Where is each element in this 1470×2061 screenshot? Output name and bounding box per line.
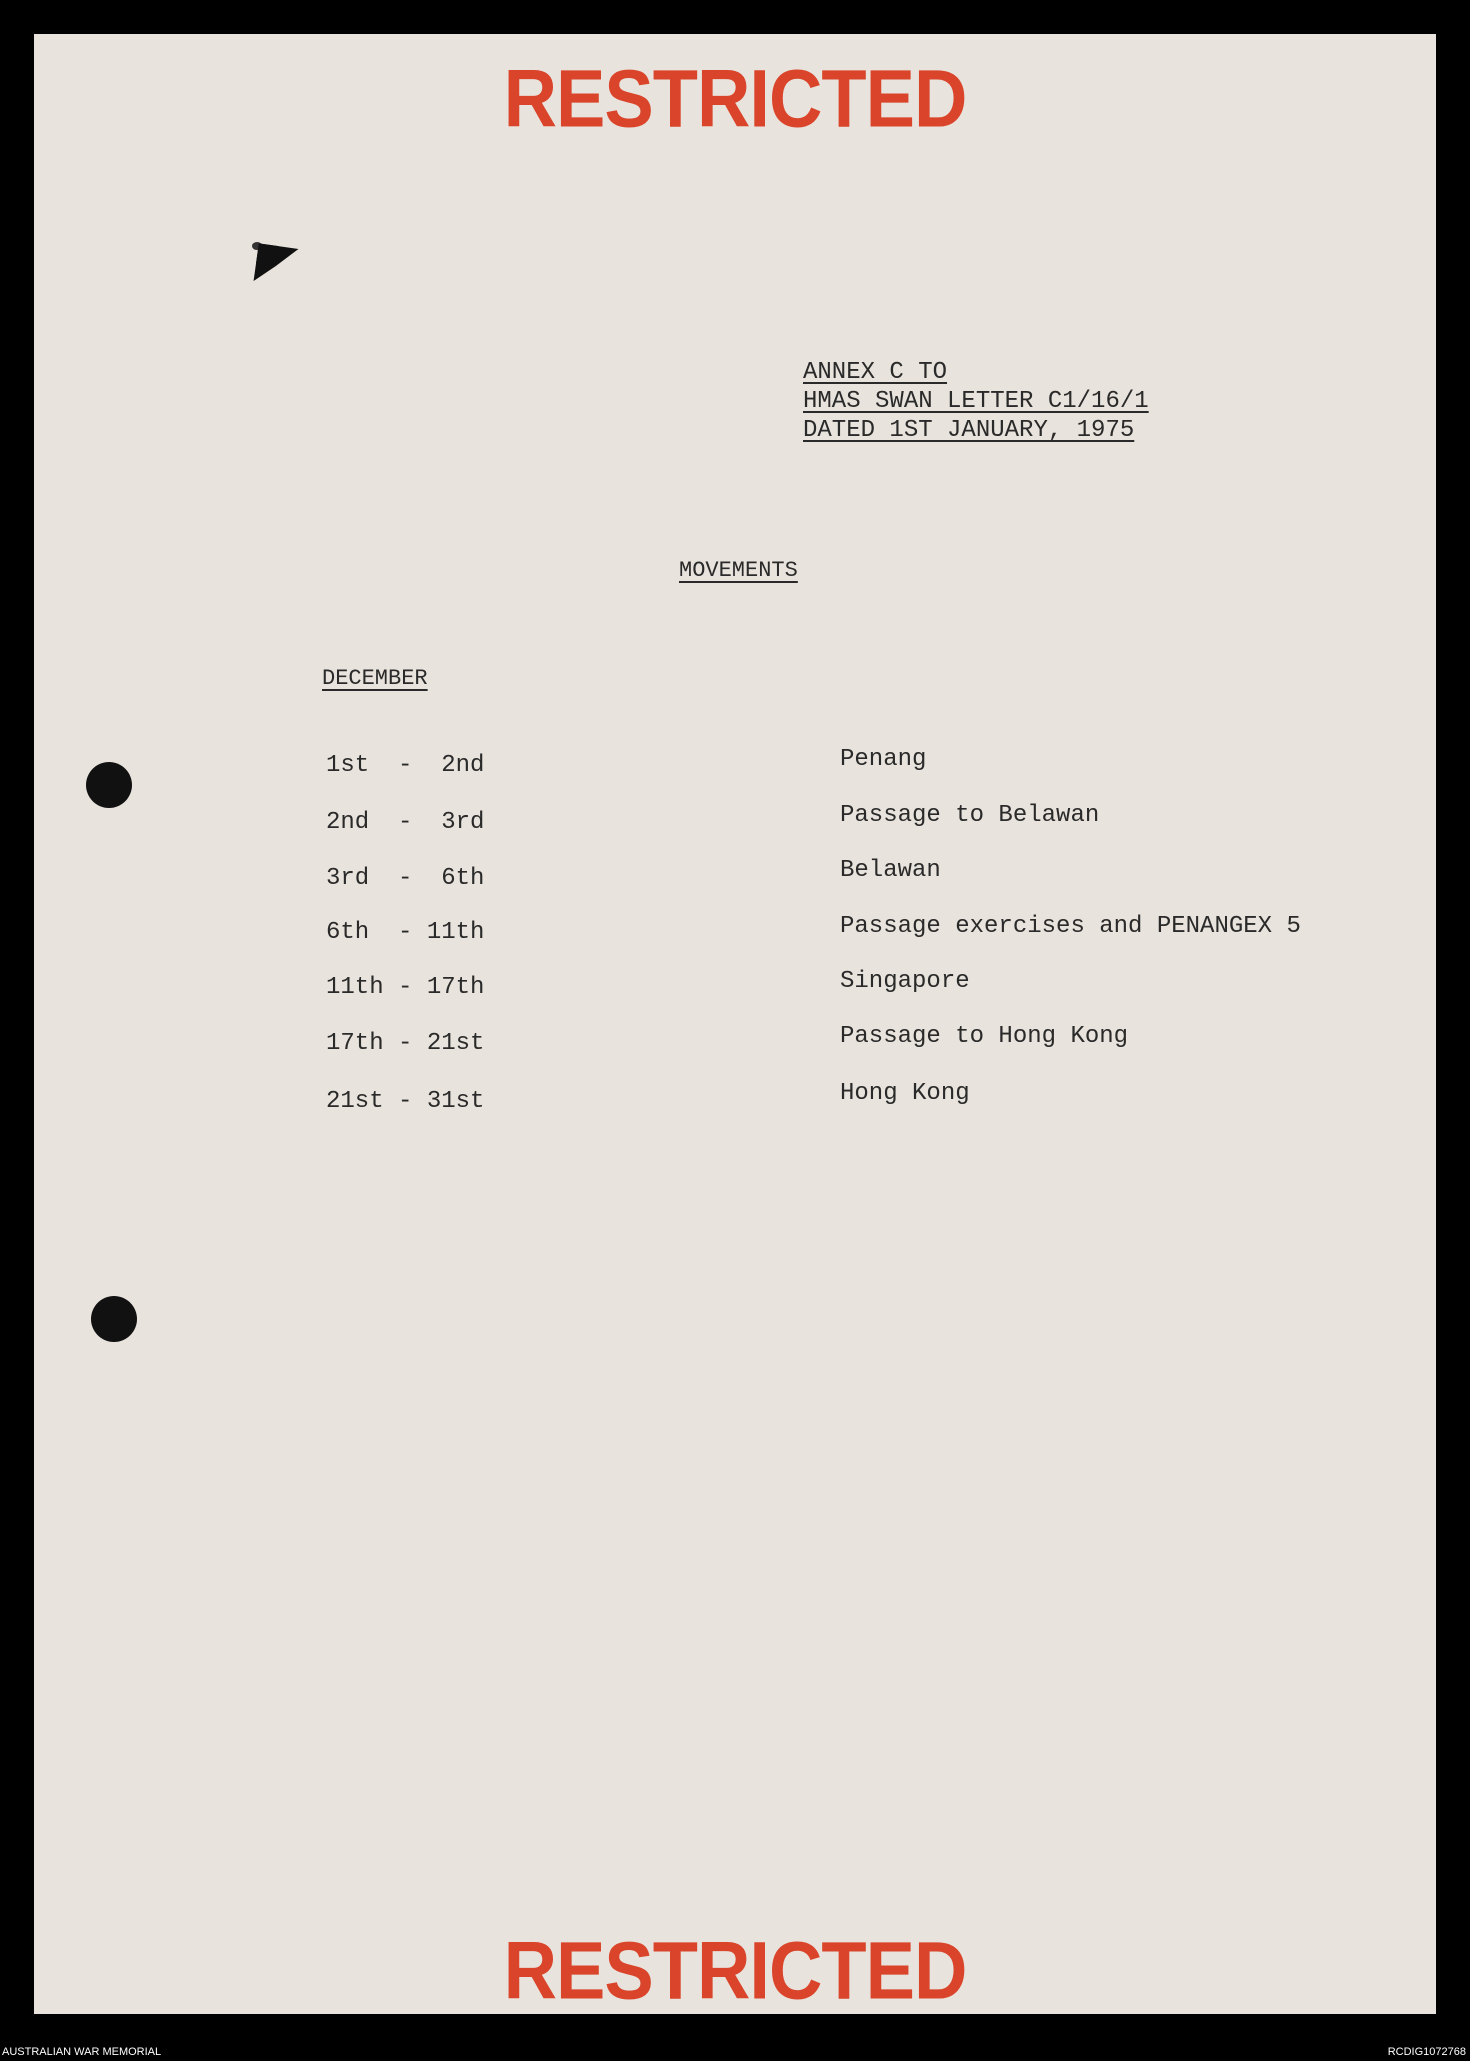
movement-dates: 11th - 17th [326,974,485,1001]
month-heading: DECEMBER [322,666,428,691]
movement-location: Passage to Belawan [840,802,1100,829]
movement-location: Singapore [840,968,970,995]
movement-dates: 6th - 11th [326,919,485,946]
movement-location: Passage exercises and PENANGEX 5 [840,913,1301,940]
document-title: MOVEMENTS [679,558,798,583]
movement-location: Passage to Hong Kong [840,1023,1129,1050]
torn-hole [254,243,299,286]
archive-id: RCDIG1072768 [1387,2046,1466,2058]
movement-dates: 3rd - 6th [326,865,485,892]
movement-dates: 1st - 2nd [326,752,485,779]
movement-dates: 21st - 31st [326,1088,485,1115]
restricted-stamp-bottom: RESTRICTED [503,1924,967,2017]
annex-line-1: ANNEX C TO [803,359,948,386]
binder-hole-lower [91,1296,137,1342]
archive-credit: AUSTRALIAN WAR MEMORIAL [2,2046,162,2058]
annex-line-3: DATED 1ST JANUARY, 1975 [803,417,1135,444]
movement-location: Belawan [840,857,941,884]
movement-dates: 2nd - 3rd [326,809,485,836]
movement-location: Hong Kong [840,1080,970,1107]
document-page [34,34,1436,2017]
binder-hole-upper [86,762,132,808]
restricted-stamp-top: RESTRICTED [503,52,967,145]
annex-line-2: HMAS SWAN LETTER C1/16/1 [803,388,1149,415]
annex-reference [803,358,1149,445]
movement-location: Penang [840,746,927,773]
movement-dates: 17th - 21st [326,1030,485,1057]
